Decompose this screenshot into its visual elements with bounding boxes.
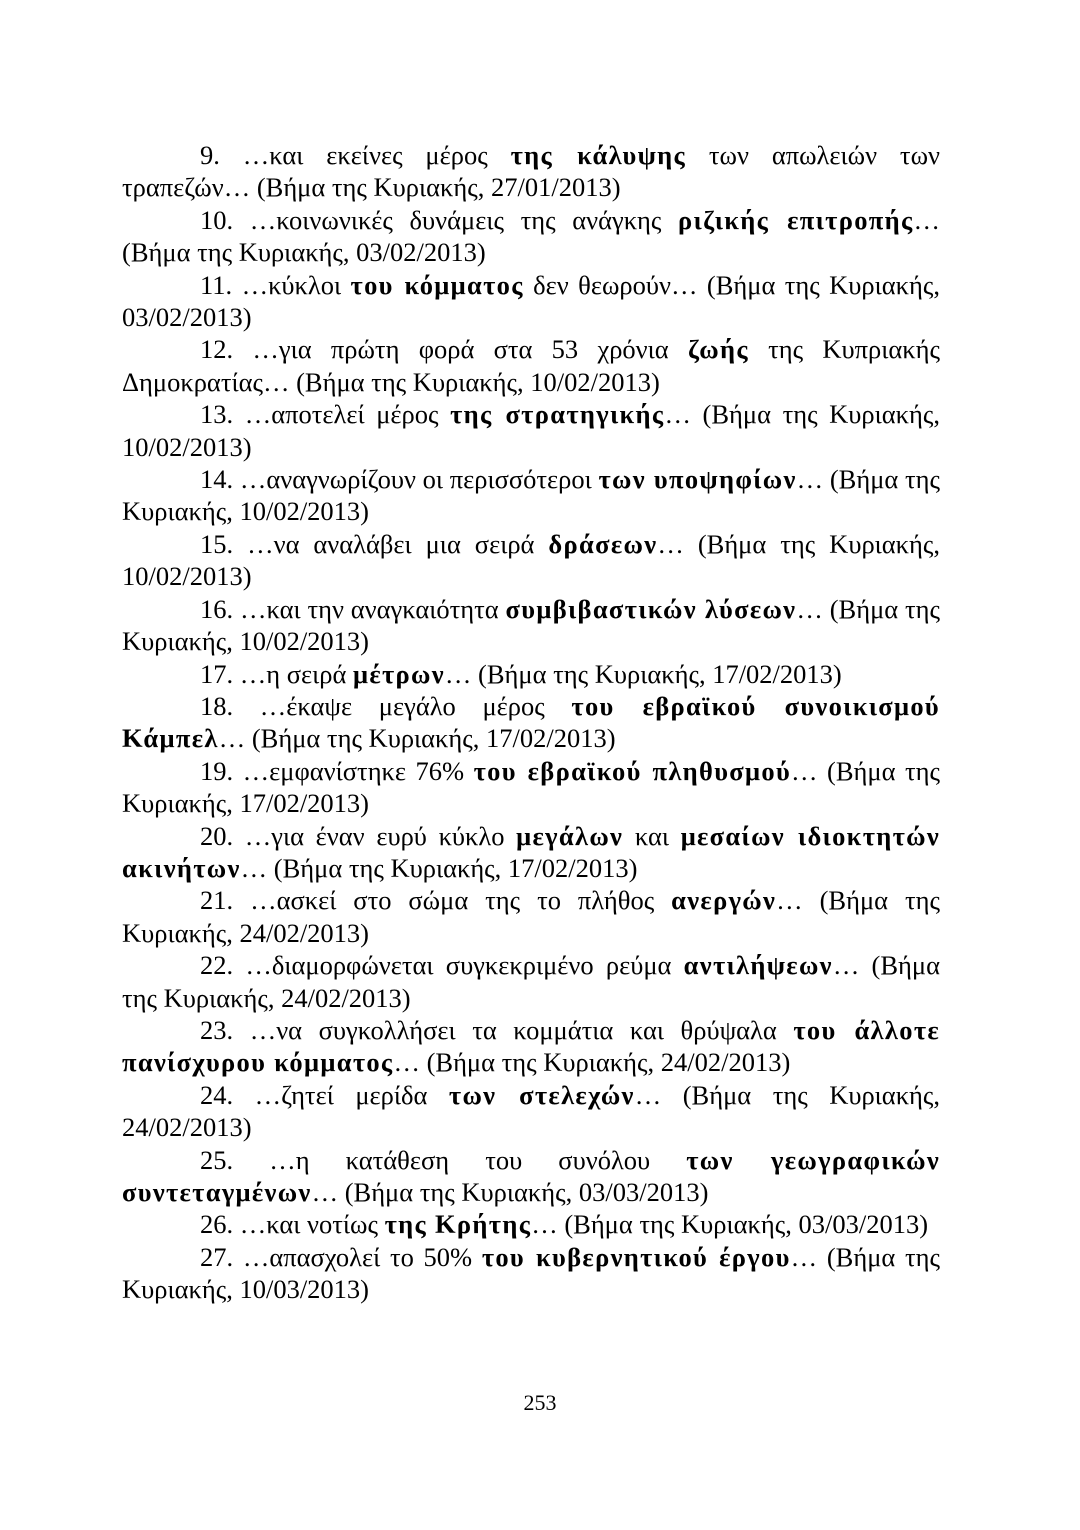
entry-number: 16. <box>200 593 234 624</box>
reference-entry <box>122 1014 940 1079</box>
entry-text: …η κατάθεση του συνόλου <box>269 1144 687 1175</box>
emphasized-phrase: των υποψηφίων <box>598 464 797 495</box>
emphasized-phrase: ζωής <box>687 334 749 365</box>
reference-entry <box>122 755 940 820</box>
entry-text: … (Βήμα της Κυριακής, 10/02/2013) <box>122 399 940 462</box>
entry-text: … (Βήμα της Κυριακής, 24/02/2013) <box>122 885 940 948</box>
emphasized-phrase: αντιλήψεων <box>683 950 833 981</box>
reference-entry <box>122 1079 940 1144</box>
entry-number: 18. <box>200 690 234 721</box>
entry-number: 20. <box>200 820 234 851</box>
entry-text: …έκαψε μεγάλο μέρος <box>259 690 572 721</box>
reference-entry <box>122 690 940 755</box>
entry-text: … (Βήμα της Κυριακής, 24/02/2013) <box>122 1079 941 1143</box>
entry-text: … (Βήμα της Κυριακής, 17/02/2013) <box>122 755 941 819</box>
entry-number: 15. <box>200 528 234 559</box>
entry-text: της Κυπριακής Δημοκρατίας… (Βήμα της Κυριακής, 10/02/2013) <box>122 334 940 397</box>
entry-number: 12. <box>200 334 234 365</box>
entry-text: … (Βήμα της Κυριακής, 17/02/2013) <box>444 658 842 689</box>
entry-text: …εμφανίστηκε 76% <box>242 755 474 786</box>
emphasized-phrase: μεσαίων ιδιοκτητών ακινήτων <box>122 820 941 883</box>
entry-number: 26. <box>200 1209 234 1240</box>
emphasized-phrase: ριζικής επιτροπής <box>678 204 914 235</box>
reference-entry <box>122 1208 940 1240</box>
entry-text: …ασκεί στο σώμα της το πλήθος <box>250 885 672 916</box>
entry-text: των απωλειών των τραπεζών… (Βήμα της Κυριακής, 27/01/2013) <box>122 140 940 203</box>
emphasized-phrase: της στρατηγικής <box>450 399 665 430</box>
reference-entry <box>122 269 940 334</box>
entry-text: …κύκλοι <box>241 269 351 300</box>
entry-text: …ζητεί μερίδα <box>254 1079 449 1110</box>
entry-text: … (Βήμα της Κυριακής, 10/03/2013) <box>122 1241 940 1305</box>
emphasized-phrase: των γεωγραφικών συντεταγμένων <box>122 1144 940 1207</box>
entry-number: 9. <box>200 140 220 170</box>
page-number: 253 <box>523 1390 557 1415</box>
emphasized-phrase: των στελεχών <box>448 1079 635 1110</box>
entry-number: 23. <box>200 1014 234 1045</box>
emphasized-phrase: μεγάλων <box>516 820 624 851</box>
entry-text: … (Βήμα της Κυριακής, 03/03/2013) <box>311 1177 709 1207</box>
entry-text: …και εκείνες μέρος <box>242 140 511 170</box>
entry-text: … (Βήμα της Κυριακής, 17/02/2013) <box>240 852 638 883</box>
entry-text: … (Βήμα της Κυριακής, 10/02/2013) <box>122 528 941 592</box>
entry-number: 24. <box>200 1079 234 1110</box>
entry-text: … (Βήμα της Κυριακής, 24/02/2013) <box>393 1047 791 1078</box>
entry-text: …κοινωνικές δυνάμεις της ανάγκης <box>249 204 679 235</box>
emphasized-phrase: ανεργών <box>671 885 777 916</box>
entry-number: 21. <box>200 885 234 916</box>
entry-number: 13. <box>200 399 234 430</box>
entry-number: 17. <box>200 658 234 689</box>
emphasized-phrase: του εβραϊκού συνοικισμού Κάμπελ <box>122 690 941 754</box>
reference-entry <box>122 884 940 949</box>
entry-text: …και την αναγκαιότητα <box>239 593 506 624</box>
entry-text: … (Βήμα της Κυριακής, 10/02/2013) <box>122 464 941 527</box>
reference-entry <box>122 949 940 1014</box>
entry-text: …να συγκολλήσει τα κομμάτια και θρύψαλα <box>249 1014 794 1045</box>
entry-text: … (Βήμα της Κυριακής, 03/03/2013) <box>531 1209 929 1240</box>
reference-entry <box>122 528 940 593</box>
emphasized-phrase: συμβιβαστικών λύσεων <box>505 593 797 624</box>
entry-text: …αποτελεί μέρος <box>244 399 451 430</box>
emphasized-phrase: του άλλοτε πανίσχυρου κόμματος <box>122 1014 941 1078</box>
emphasized-phrase: μέτρων <box>353 658 445 689</box>
entry-text: …και νοτίως <box>239 1209 385 1240</box>
entry-number: 10. <box>200 204 234 235</box>
entry-number: 27. <box>200 1241 234 1272</box>
entry-number: 19. <box>200 755 234 786</box>
reference-entry <box>122 139 940 204</box>
emphasized-phrase: της κάλυψης <box>510 140 687 170</box>
entry-text: …για πρώτη φορά στα 53 χρόνια <box>252 334 688 365</box>
emphasized-phrase: του κυβερνητικού έργου <box>481 1241 791 1272</box>
reference-entry <box>122 204 940 269</box>
emphasized-phrase: δράσεων <box>548 528 658 559</box>
entry-text: …διαμορφώνεται συγκεκριμένο ρεύμα <box>245 950 684 981</box>
reference-entry <box>122 1241 940 1306</box>
entry-text: … (Βήμα της Κυριακής, 03/02/2013) <box>122 204 941 268</box>
emphasized-phrase: της Κρήτης <box>384 1209 532 1240</box>
entry-text: … (Βήμα της Κυριακής, 24/02/2013) <box>122 950 940 1013</box>
entry-number: 25. <box>200 1144 234 1175</box>
reference-entry <box>122 398 940 463</box>
entry-text: …αναγνωρίζουν οι περισσότεροι <box>239 464 599 495</box>
entry-text: …για έναν ευρύ κύκλο <box>244 820 517 851</box>
reference-entry <box>122 593 940 658</box>
reference-entry <box>122 1144 940 1209</box>
entry-text: και <box>623 820 681 851</box>
entry-number: 22. <box>200 950 234 981</box>
reference-entry <box>122 820 940 885</box>
entry-number: 14. <box>200 464 234 495</box>
entry-text: δεν θεωρούν… (Βήμα της Κυριακής, 03/02/2013) <box>122 269 940 333</box>
emphasized-phrase: του εβραϊκού πληθυσμού <box>473 755 792 786</box>
emphasized-phrase: του κόμματος <box>350 269 524 300</box>
entry-number: 11. <box>200 269 233 300</box>
reference-entry <box>122 658 940 690</box>
entry-text: …η σειρά <box>239 658 354 689</box>
reference-entry <box>122 333 940 398</box>
entry-text: … (Βήμα της Κυριακής, 17/02/2013) <box>218 723 616 754</box>
entry-text: …να αναλάβει μια σειρά <box>247 528 549 559</box>
entry-text: … (Βήμα της Κυριακής, 10/02/2013) <box>122 593 941 657</box>
reference-entry <box>122 463 940 528</box>
reference-list <box>122 139 940 1306</box>
entry-text: …απασχολεί το 50% <box>242 1241 482 1272</box>
